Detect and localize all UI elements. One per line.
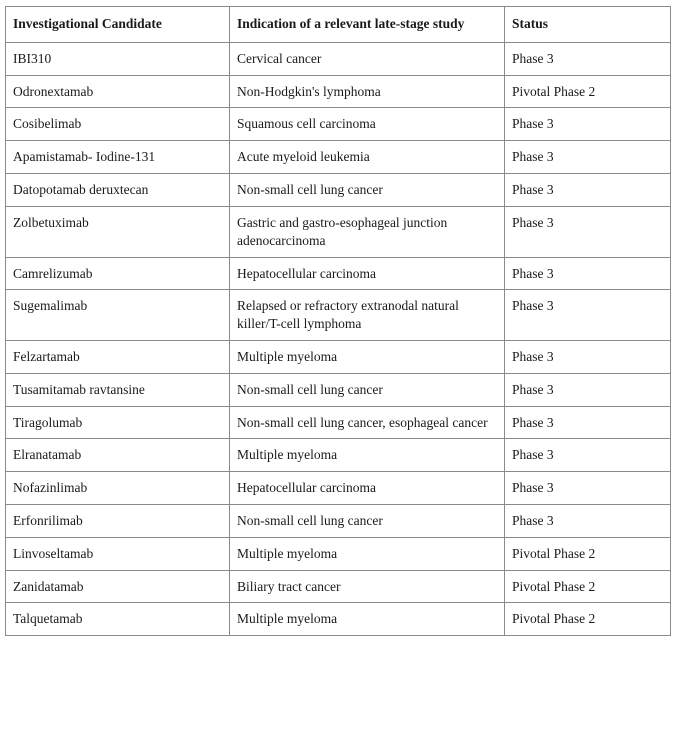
table-row: [6, 406, 671, 439]
cell-candidate: Linvoseltamab: [6, 537, 230, 570]
cell-status: Phase 3: [505, 141, 671, 174]
table-row: [6, 505, 671, 538]
cell-status: Phase 3: [505, 290, 671, 341]
cell-status: Phase 3: [505, 257, 671, 290]
cell-status: Phase 3: [505, 505, 671, 538]
cell-candidate: Sugemalimab: [6, 290, 230, 341]
cell-candidate: Zanidatamab: [6, 570, 230, 603]
cell-indication: Gastric and gastro-esophageal junction adenocarcinoma: [230, 206, 505, 257]
column-header-status-label: Status: [512, 16, 549, 31]
cell-candidate: Felzartamab: [6, 340, 230, 373]
cell-indication: Cervical cancer: [230, 42, 505, 75]
cell-candidate: Datopotamab deruxtecan: [6, 174, 230, 207]
cell-candidate: Talquetamab: [6, 603, 230, 636]
cell-candidate: Elranatamab: [6, 439, 230, 472]
table-row: [6, 603, 671, 636]
cell-status: Phase 3: [505, 42, 671, 75]
cell-indication: Hepatocellular carcinoma: [230, 472, 505, 505]
cell-candidate: Erfonrilimab: [6, 505, 230, 538]
cell-status: Phase 3: [505, 439, 671, 472]
cell-candidate: Apamistamab- Iodine-131: [6, 141, 230, 174]
cell-status: Pivotal Phase 2: [505, 537, 671, 570]
cell-candidate: IBI310: [6, 42, 230, 75]
investigational-candidates-table: [5, 6, 671, 636]
cell-status: Phase 3: [505, 174, 671, 207]
table-row: [6, 472, 671, 505]
column-header-indication-label: Indication of a relevant late-stage study: [237, 16, 465, 31]
column-header-indication: [230, 7, 505, 43]
table-row: [6, 42, 671, 75]
table-header-row: [6, 7, 671, 43]
table-body: [6, 42, 671, 635]
cell-status: Phase 3: [505, 406, 671, 439]
cell-status: Phase 3: [505, 206, 671, 257]
table-row: [6, 174, 671, 207]
cell-indication: Multiple myeloma: [230, 603, 505, 636]
cell-indication: Non-small cell lung cancer: [230, 373, 505, 406]
cell-indication: Non-small cell lung cancer, esophageal cancer: [230, 406, 505, 439]
cell-indication: Multiple myeloma: [230, 340, 505, 373]
cell-candidate: Odronextamab: [6, 75, 230, 108]
table-row: [6, 206, 671, 257]
cell-status: Phase 3: [505, 108, 671, 141]
column-header-candidate: [6, 7, 230, 43]
table-row: [6, 537, 671, 570]
cell-status: Pivotal Phase 2: [505, 75, 671, 108]
cell-candidate: Zolbetuximab: [6, 206, 230, 257]
cell-candidate: Cosibelimab: [6, 108, 230, 141]
cell-indication: Acute myeloid leukemia: [230, 141, 505, 174]
column-header-status: [505, 7, 671, 43]
cell-candidate: Tiragolumab: [6, 406, 230, 439]
table-row: [6, 340, 671, 373]
cell-indication: Non-small cell lung cancer: [230, 174, 505, 207]
table-row: [6, 257, 671, 290]
cell-indication: Multiple myeloma: [230, 537, 505, 570]
cell-indication: Squamous cell carcinoma: [230, 108, 505, 141]
cell-indication: Relapsed or refractory extranodal natural killer/T-cell lymphoma: [230, 290, 505, 341]
cell-candidate: Nofazinlimab: [6, 472, 230, 505]
table-row: [6, 570, 671, 603]
cell-indication: Non-Hodgkin's lymphoma: [230, 75, 505, 108]
cell-indication: Non-small cell lung cancer: [230, 505, 505, 538]
cell-status: Pivotal Phase 2: [505, 603, 671, 636]
cell-status: Phase 3: [505, 373, 671, 406]
column-header-candidate-label: Investigational Candidate: [13, 16, 162, 31]
table-row: [6, 108, 671, 141]
cell-candidate: Camrelizumab: [6, 257, 230, 290]
cell-indication: Hepatocellular carcinoma: [230, 257, 505, 290]
cell-indication: Biliary tract cancer: [230, 570, 505, 603]
cell-status: Phase 3: [505, 472, 671, 505]
table-row: [6, 373, 671, 406]
cell-status: Phase 3: [505, 340, 671, 373]
cell-status: Pivotal Phase 2: [505, 570, 671, 603]
cell-candidate: Tusamitamab ravtansine: [6, 373, 230, 406]
table-header: [6, 7, 671, 43]
table-row: [6, 141, 671, 174]
cell-indication: Multiple myeloma: [230, 439, 505, 472]
table-row: [6, 439, 671, 472]
table-row: [6, 290, 671, 341]
table-row: [6, 75, 671, 108]
